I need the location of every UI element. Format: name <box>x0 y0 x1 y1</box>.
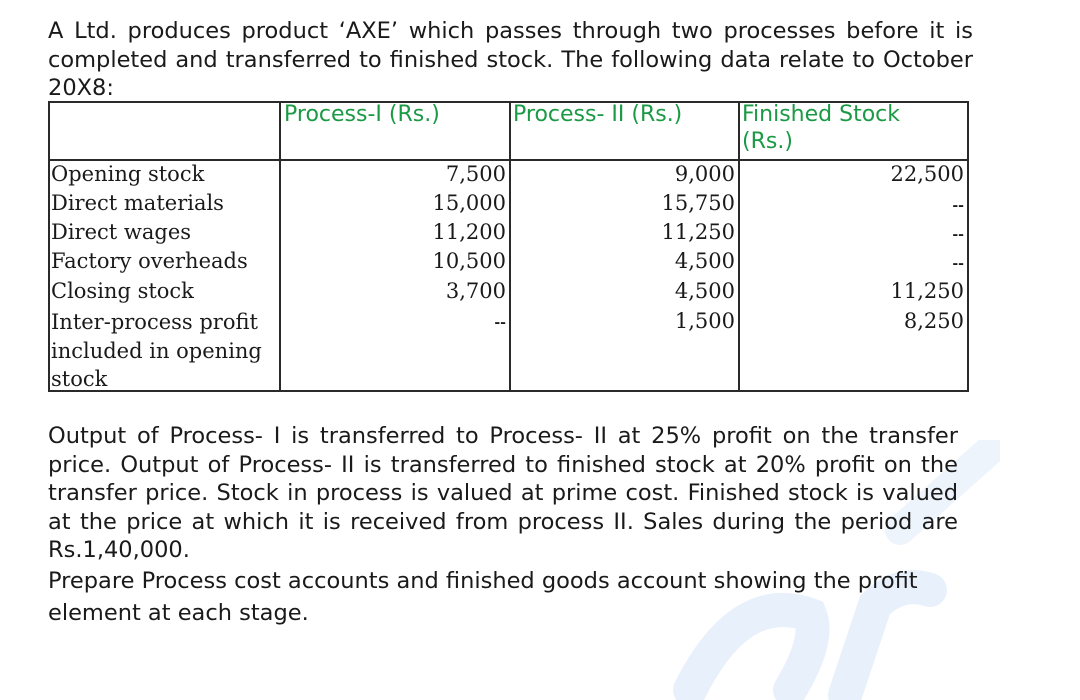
fs-inter-process-profit: 8,250 <box>903 309 964 333</box>
fs-opening-stock: 22,500 <box>890 162 964 186</box>
row-label-direct-wages: Direct wages <box>51 220 192 244</box>
p1-factory-overheads: 10,500 <box>432 249 506 273</box>
row-label-factory-overheads: Factory overheads <box>51 249 248 273</box>
fs-direct-wages: -- <box>952 227 964 243</box>
fs-closing-stock: 11,250 <box>890 279 964 303</box>
data-table <box>48 101 969 392</box>
row-label-inter-process-profit: Inter-process profit included in opening stock <box>51 310 262 391</box>
fs-factory-overheads: -- <box>952 256 964 272</box>
p2-direct-wages: 11,250 <box>661 220 735 244</box>
p2-opening-stock: 9,000 <box>674 162 735 186</box>
p2-inter-process-profit: 1,500 <box>674 309 735 333</box>
p1-direct-wages: 11,200 <box>432 220 506 244</box>
p1-closing-stock: 3,700 <box>445 279 506 303</box>
p2-direct-materials: 15,750 <box>661 191 735 215</box>
col-divider-1 <box>279 101 281 392</box>
table-border-right <box>967 101 969 392</box>
header-finished-stock: Finished Stock (Rs.) <box>742 102 901 154</box>
p1-inter-process-profit: -- <box>494 315 506 331</box>
header-process-1: Process-I (Rs.) <box>284 102 440 127</box>
problem-paragraph: Output of Process- I is transferred to Process- II at 25% profit on the transfer price. Output of Process- II is transferred to finished stock at 20% profit on the transfer price. Stock in process is valued at prime cost. Finished stock is valued at the price at which it is received from process II. Sales during the period are Rs.1,40,000. <box>48 423 958 563</box>
fs-direct-materials: -- <box>952 198 964 214</box>
row-label-opening-stock: Opening stock <box>51 162 205 186</box>
table-border-left <box>48 101 50 392</box>
p1-direct-materials: 15,000 <box>432 191 506 215</box>
header-process-2: Process- II (Rs.) <box>513 102 683 127</box>
p2-closing-stock: 4,500 <box>674 279 735 303</box>
p2-factory-overheads: 4,500 <box>674 249 735 273</box>
intro-text: A Ltd. produces product ‘AXE’ which passes through two processes before it is completed and transferred to finished stock. The following data relate to October 20X8: <box>48 18 973 101</box>
row-label-closing-stock: Closing stock <box>51 279 194 303</box>
p1-opening-stock: 7,500 <box>445 162 506 186</box>
col-divider-3 <box>738 101 740 392</box>
col-divider-2 <box>509 101 511 392</box>
row-label-direct-materials: Direct materials <box>51 191 224 215</box>
task-instruction: Prepare Process cost accounts and finished goods account showing the profit element at each stage. <box>48 568 918 626</box>
